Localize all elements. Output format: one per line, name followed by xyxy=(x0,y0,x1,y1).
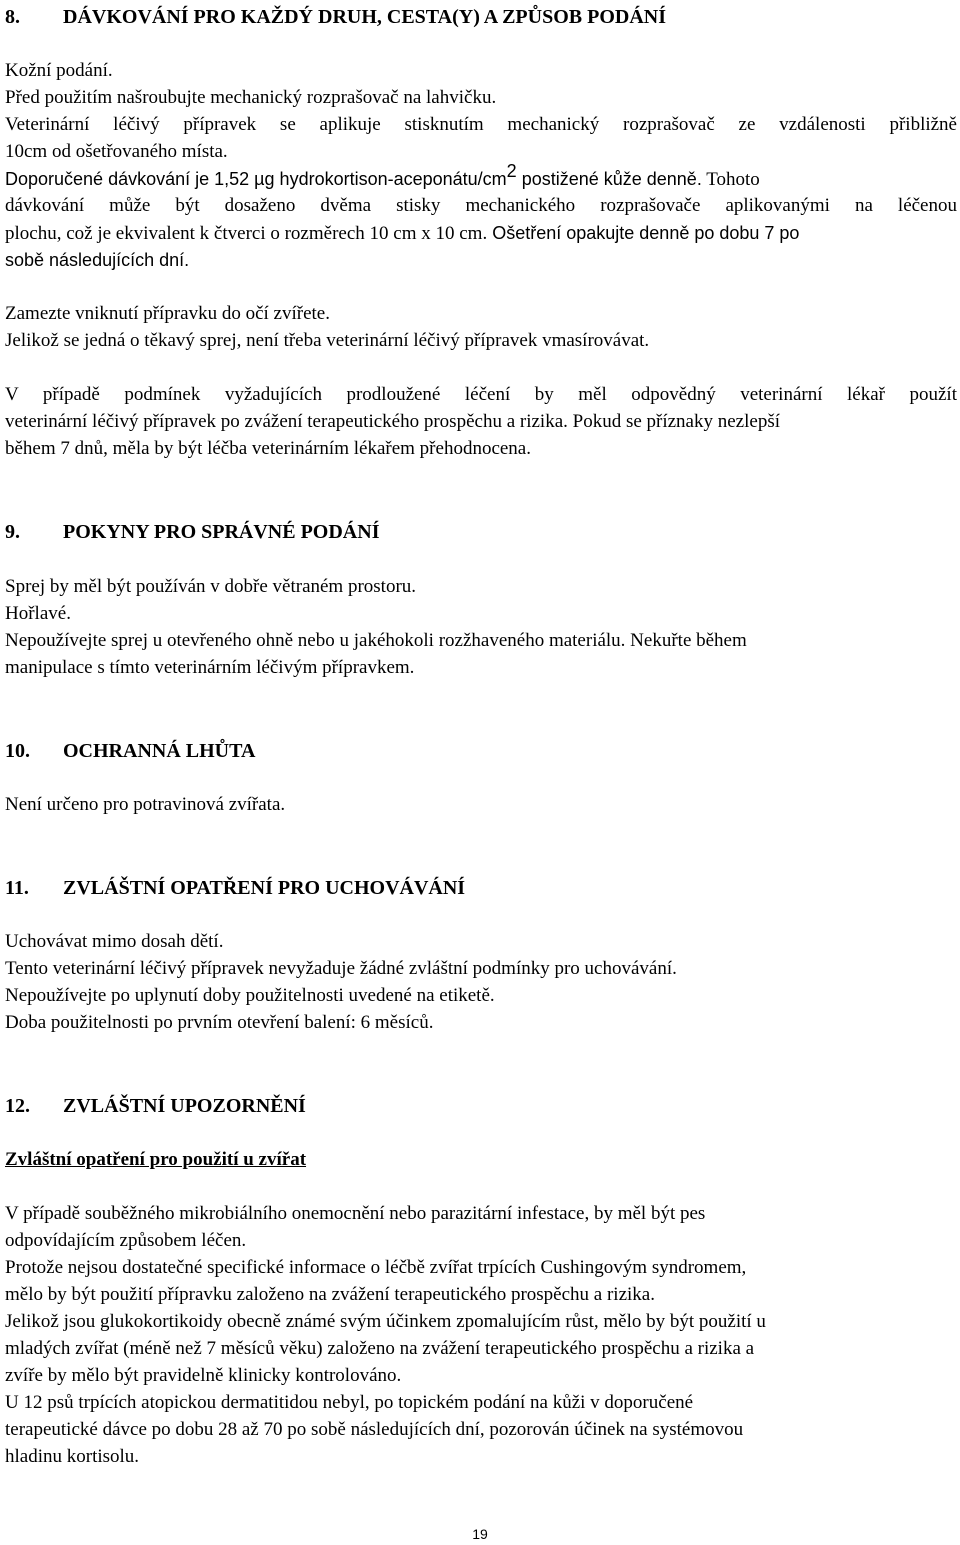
paragraph-line: V případě podmínek vyžadujících prodloužené léčení by měl odpovědný veterinární lékař použít xyxy=(5,384,957,405)
section-8-heading xyxy=(5,5,666,29)
paragraph-line: Nepoužívejte po uplynutí doby použitelnosti uvedené na etiketě. xyxy=(5,985,495,1006)
section-number: 11. xyxy=(5,877,29,899)
paragraph-line: zvíře by mělo být pravidelně klinicky kontrolováno. xyxy=(5,1365,402,1386)
section-number: 9. xyxy=(5,521,20,543)
paragraph-text: veterinární léčivý přípravek po zvážení terapeutického prospěchu a rizika. xyxy=(5,411,568,432)
section-11-heading xyxy=(5,876,465,900)
paragraph-line: Nepoužívejte sprej u otevřeného ohně nebo u jakéhokoli rozžhaveného materiálu. Nekuřte během xyxy=(5,630,747,651)
paragraph-line: Doba použitelnosti po prvním otevření balení: 6 měsíců. xyxy=(5,1012,434,1033)
paragraph-text: plochu, což je ekvivalent k čtverci o rozměrech 10 cm x 10 cm. xyxy=(5,223,488,244)
paragraph-line: Protože nejsou dostatečné specifické informace o léčbě zvířat trpících Cushingovým syndromem, xyxy=(5,1257,747,1278)
paragraph-line: terapeutické dávce po dobu 28 až 70 po sobě následujících dní, pozorován účinek na systémovou xyxy=(5,1419,744,1440)
paragraph-line: odpovídajícím způsobem léčen. xyxy=(5,1230,247,1251)
section-9-heading xyxy=(5,520,379,544)
section-number: 8. xyxy=(5,6,20,28)
section-title: ZVLÁŠTNÍ UPOZORNĚNÍ xyxy=(63,1095,306,1117)
paragraph-line: Není určeno pro potravinová zvířata. xyxy=(5,794,286,815)
paragraph-line: Před použitím našroubujte mechanický rozprašovač na lahvičku. xyxy=(5,87,497,108)
paragraph-line: Jelikož jsou glukokortikoidy obecně známé svým účinkem zpomalujícím růst, mělo by být použití u xyxy=(5,1311,766,1332)
dosage-text: postižené kůže denně. xyxy=(516,169,702,189)
paragraph-line: U 12 psů trpících atopickou dermatitidou nebyl, po topickém podání na kůži v doporučené xyxy=(5,1392,694,1413)
section-12-heading xyxy=(5,1094,306,1118)
section-title: OCHRANNÁ LHŮTA xyxy=(63,740,256,762)
paragraph-line: během 7 dnů, měla by být léčba veterinárním lékařem přehodnocena. xyxy=(5,438,531,459)
subsection-title: Zvláštní opatření pro použití u zvířat xyxy=(5,1149,307,1170)
section-title: DÁVKOVÁNÍ PRO KAŽDÝ DRUH, CESTA(Y) A ZPŮSOB PODÁNÍ xyxy=(63,6,666,28)
paragraph-line: Zamezte vniknutí přípravku do očí zvířete. xyxy=(5,303,330,324)
paragraph-line: Jelikož se jedná o těkavý sprej, není třeba veterinární léčivý přípravek vmasírovávat. xyxy=(5,330,650,351)
paragraph-line: Sprej by měl být používán v dobře větraném prostoru. xyxy=(5,576,417,597)
section-10-heading xyxy=(5,739,255,763)
section-title: POKYNY PRO SPRÁVNÉ PODÁNÍ xyxy=(63,521,380,543)
paragraph-line: V případě souběžného mikrobiálního onemocnění nebo parazitární infestace, by měl být pes xyxy=(5,1203,706,1224)
paragraph-line: mladých zvířat (méně než 7 měsíců věku) založeno na zvážení terapeutického prospěchu a rizika a xyxy=(5,1338,755,1359)
superscript: 2 xyxy=(506,161,517,181)
paragraph-text: Ošetření opakujte denně po dobu 7 po xyxy=(487,223,800,243)
paragraph-text: Tohoto xyxy=(701,169,760,190)
paragraph-text: Pokud se příznaky nezlepší xyxy=(567,411,780,432)
page-number: 19 xyxy=(472,1526,488,1542)
paragraph-line xyxy=(5,221,799,246)
paragraph-line xyxy=(5,410,780,434)
paragraph-line: dávkování může být dosaženo dvěma stisky mechanického rozprašovače aplikovanými na léčenou xyxy=(5,195,957,216)
paragraph-line: Uchovávat mimo dosah dětí. xyxy=(5,931,224,952)
dosage-line xyxy=(5,161,760,192)
dosage-text: Doporučené dávkování je 1,52 µg hydrokortison-aceponátu/cm xyxy=(5,169,507,189)
section-number: 12. xyxy=(5,1095,30,1117)
paragraph-line: Kožní podání. xyxy=(5,60,113,81)
paragraph-line: mělo by být použití přípravku založeno na zvážení terapeutického prospěchu a rizika. xyxy=(5,1284,655,1305)
section-number: 10. xyxy=(5,740,30,762)
paragraph-line: 10cm od ošetřovaného místa. xyxy=(5,141,228,162)
paragraph-line: manipulace s tímto veterinárním léčivým přípravkem. xyxy=(5,657,415,678)
paragraph-line: hladinu kortisolu. xyxy=(5,1446,140,1467)
paragraph-line: Veterinární léčivý přípravek se aplikuje stisknutím mechanický rozprašovač ze vzdálenosti přibližně xyxy=(5,114,957,135)
section-title: ZVLÁŠTNÍ OPATŘENÍ PRO UCHOVÁVÁNÍ xyxy=(63,877,466,899)
paragraph-line: Tento veterinární léčivý přípravek nevyžaduje žádné zvláštní podmínky pro uchovávání. xyxy=(5,958,677,979)
paragraph-line: sobě následujících dní. xyxy=(5,250,190,270)
paragraph-line: Hořlavé. xyxy=(5,603,71,624)
